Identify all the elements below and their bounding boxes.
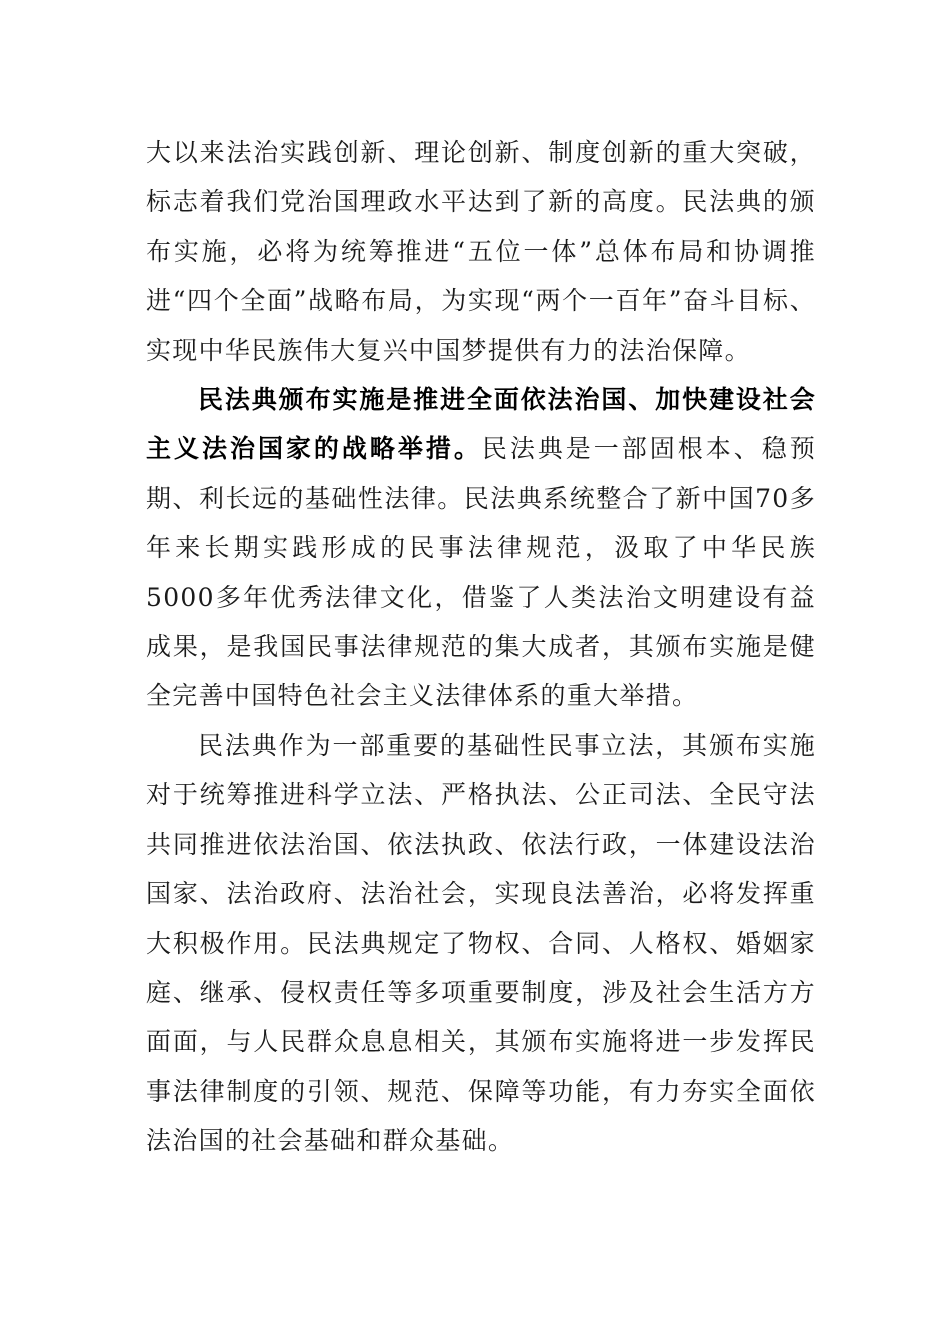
paragraph-bold-heading: 民法典颁布实施是推进全面依法治国、加快建设社会主义法治国家的战略举措。 xyxy=(146,385,816,464)
paragraph-text: 民法典是一部固根本、稳预期、利长远的基础性法律。民法典系统整合了新中国70多年来长期实践形成的民事法律规范，汲取了中华民族5000多年优秀法律文化，借鉴了人类法治文明建设有益成果，是我国民事法律规范的集大成者，其颁布实施是健全完善中国特色社会主义法律体系的重大举措。 xyxy=(146,434,816,711)
document-body xyxy=(146,128,816,1166)
paragraph-text: 民法典作为一部重要的基础性民事立法，其颁布实施对于统筹推进科学立法、严格执法、公正司法、全民守法共同推进依法治国、依法执政、依法行政，一体建设法治国家、法治政府、法治社会，实现良法善治，必将发挥重大积极作用。民法典规定了物权、合同、人格权、婚姻家庭、继承、侵权责任等多项重要制度，涉及社会生活方方面面，与人民群众息息相关，其颁布实施将进一步发挥民事法律制度的引领、规范、保障等功能，有力夯实全面依法治国的社会基础和群众基础。 xyxy=(146,730,816,1156)
paragraph-basic-legislation xyxy=(146,721,816,1166)
paragraph-text: 大以来法治实践创新、理论创新、制度创新的重大突破，标志着我们党治国理政水平达到了新的高度。民法典的颁布实施，必将为统筹推进“五位一体”总体布局和协调推进“四个全面”战略布局，为实现“两个一百年”奋斗目标、实现中华民族伟大复兴中国梦提供有力的法治保障。 xyxy=(146,138,816,365)
paragraph-continuation xyxy=(146,128,816,375)
paragraph-strategic-measure xyxy=(146,375,816,721)
